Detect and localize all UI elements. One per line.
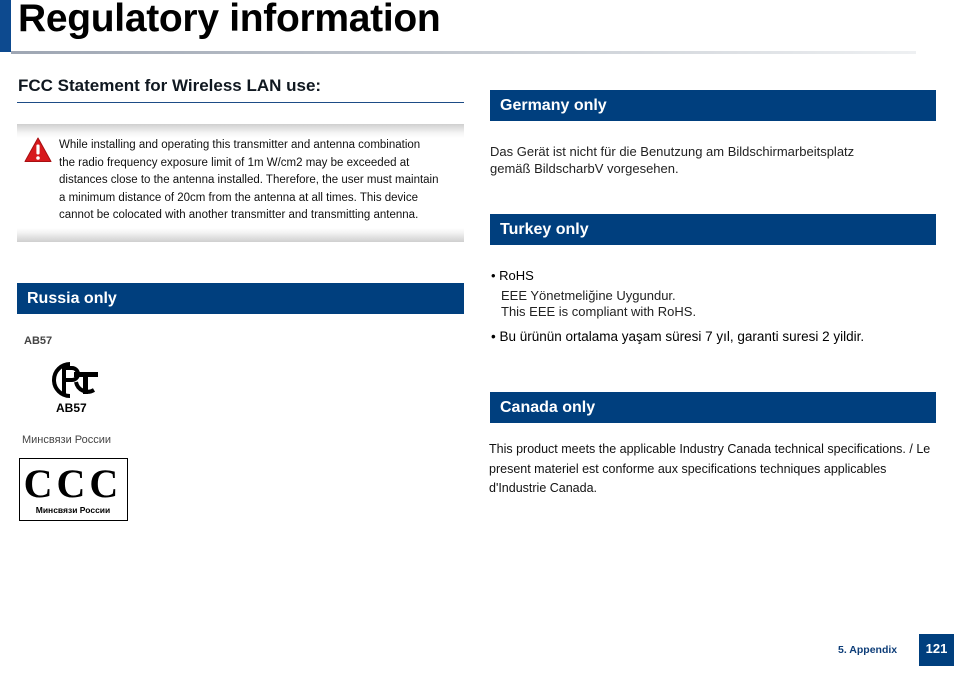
germany-line: Das Gerät ist nicht für die Benutzung am Bildschirmarbeitsplatz [490,144,855,159]
rohs-line: EEE Yönetmeliğine Uygundur. [501,288,676,303]
fcc-heading-rule [17,102,464,103]
ministry-label: Минсвязи России [22,434,112,446]
ccc-certification-mark [19,458,128,521]
warning-line: a minimum distance of 20cm from the antenna at all times. This device [59,191,419,204]
warning-line: cannot be colocated with another transmitter and transmitting antenna. [59,209,419,222]
germany-line: gemäß BildscharbV vorgesehen. [490,161,679,176]
page-number: 121 [919,634,954,666]
warning-icon [24,137,52,163]
page-accent-bar [0,0,11,52]
warning-line: distances close to the antenna installed. Therefore, the user must maintain [59,174,439,187]
title-rule [11,51,916,54]
germany-text [490,143,936,177]
footer-section-label: 5. Appendix [838,644,898,656]
canada-line: This product meets the applicable Industry Canada technical specifications. / Le [489,442,931,456]
pct-code: AB57 [56,401,87,415]
ccc-subtext: Минсвязи России [35,505,111,515]
germany-section-header: Germany only [490,90,936,121]
warning-text [59,137,459,225]
pct-certification-mark [46,360,102,400]
page-title: Regulatory information [18,0,441,40]
turkey-section-header: Turkey only [490,214,936,245]
canada-text [489,440,937,499]
lifetime-text: • Bu ürünün ortalama yaşam süresi 7 yıl, garanti suresi 2 yildir. [491,329,865,344]
warning-line: While installing and operating this transmitter and antenna combination [59,139,421,151]
canada-section-header: Canada only [490,392,936,423]
ccc-letters: CCC [23,461,123,506]
canada-line: present materiel est conforme aux specifications techniques applicables [489,461,887,476]
fcc-heading: FCC Statement for Wireless LAN use: [18,76,322,95]
rohs-line: This EEE is compliant with RoHS. [501,304,697,319]
russia-section-header: Russia only [17,283,464,314]
rohs-title: • RoHS [491,268,534,283]
warning-line: the radio frequency exposure limit of 1m W/cm2 may be exceeded at [59,156,410,169]
canada-line: d'Industrie Canada. [489,481,598,495]
ab57-label: AB57 [24,335,53,347]
